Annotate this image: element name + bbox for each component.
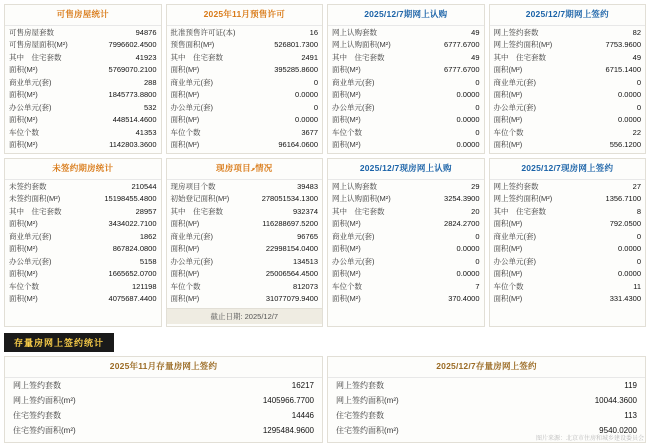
stat-value: 6777.6700 xyxy=(444,40,480,49)
stat-row xyxy=(171,89,319,102)
stat-value: 22998154.0400 xyxy=(265,244,318,253)
stat-row xyxy=(332,64,480,77)
stat-row xyxy=(494,243,642,256)
stat-value: 4075687.4400 xyxy=(108,294,157,303)
stat-value: 2491 xyxy=(301,52,318,62)
stat-row xyxy=(332,243,480,256)
panel-title: 2025/12/7现房网上签约 xyxy=(521,163,614,173)
stat-value: 14446 xyxy=(291,410,314,420)
stat-value: 15198455.4800 xyxy=(104,194,157,203)
stat-row xyxy=(9,76,157,89)
stat-label: 面积(M²) xyxy=(170,115,200,124)
stat-label: 其中 住宅套数 xyxy=(493,52,546,62)
stat-value: 7753.9600 xyxy=(605,40,641,49)
stat-label: 网上签约面积(m²) xyxy=(336,395,399,405)
stat-row xyxy=(171,205,319,218)
stat-value: 1295484.9600 xyxy=(262,425,314,435)
panel-rows xyxy=(328,378,645,438)
stat-label: 面积(M²) xyxy=(493,115,523,124)
stat-label: 面积(M²) xyxy=(332,115,361,124)
stat-row xyxy=(332,89,480,102)
stat-value: 25006564.4500 xyxy=(265,269,318,278)
stat-value: 0 xyxy=(313,77,318,87)
stat-value: 1845773.8800 xyxy=(108,90,157,99)
stat-value: 7996602.4500 xyxy=(108,40,157,49)
stat-value: 29 xyxy=(471,181,480,191)
stat-value: 27 xyxy=(632,181,641,191)
stat-label: 面积(M²) xyxy=(9,294,38,303)
stat-value: 0.0000 xyxy=(295,115,318,124)
stat-label: 住宅签约面积(m²) xyxy=(13,425,76,435)
stat-value: 96765 xyxy=(297,231,318,241)
stat-value: 0 xyxy=(475,231,480,241)
stat-label: 网上认购套数 xyxy=(332,181,377,191)
stat-row xyxy=(332,180,480,193)
stat-label: 商业单元(套) xyxy=(332,231,375,241)
stat-row xyxy=(9,193,157,206)
stat-label: 面积(M²) xyxy=(332,294,361,303)
panel-note: 截止日期: 2025/12/7 xyxy=(167,308,323,324)
stat-row xyxy=(494,193,642,206)
stat-label: 商业单元(套) xyxy=(9,77,52,87)
stat-label: 网上认购套数 xyxy=(332,27,377,37)
stat-value: 9540.0200 xyxy=(599,425,637,435)
stat-value: 113 xyxy=(624,410,637,420)
stat-row xyxy=(494,101,642,114)
stat-label: 面积(M²) xyxy=(332,269,361,278)
stat-row xyxy=(9,26,157,39)
stat-label: 网上认购面积(M²) xyxy=(332,40,391,49)
stat-label: 面积(M²) xyxy=(493,269,523,278)
stat-panel xyxy=(327,158,485,327)
stat-value: 1405966.7700 xyxy=(262,395,314,405)
stat-value: 1356.7100 xyxy=(605,194,641,203)
stat-row xyxy=(494,39,642,52)
stat-row xyxy=(171,193,319,206)
stat-row xyxy=(9,64,157,77)
stat-row xyxy=(9,218,157,231)
stat-row xyxy=(171,51,319,64)
stat-row xyxy=(494,139,642,152)
stat-row xyxy=(336,408,637,423)
panel-title: 可售房屋统计 xyxy=(56,9,109,19)
stat-row xyxy=(9,51,157,64)
stat-row xyxy=(332,126,480,139)
stat-row xyxy=(494,114,642,127)
stat-row xyxy=(9,230,157,243)
stat-row xyxy=(171,293,319,306)
stat-label: 未签约套数 xyxy=(9,181,47,191)
stat-row xyxy=(171,114,319,127)
stat-label: 面积(M²) xyxy=(9,269,38,278)
stat-value: 49 xyxy=(471,27,480,37)
stat-panel xyxy=(166,158,324,327)
stat-value: 867824.0800 xyxy=(112,244,157,253)
stat-row xyxy=(171,218,319,231)
stat-label: 面积(M²) xyxy=(493,90,523,99)
stat-panel xyxy=(4,356,323,443)
stat-row xyxy=(494,180,642,193)
stat-value: 49 xyxy=(471,52,480,62)
stat-label: 住宅签约套数 xyxy=(336,410,384,420)
stat-row xyxy=(332,114,480,127)
stat-row xyxy=(171,180,319,193)
stat-label: 初始登记面积(M²) xyxy=(170,194,230,203)
panel-rows xyxy=(328,180,484,305)
stat-row xyxy=(9,255,157,268)
stat-label: 面积(M²) xyxy=(9,115,38,124)
stat-value: 2824.2700 xyxy=(444,219,480,228)
stat-value: 278051534.1300 xyxy=(261,194,318,203)
stat-row xyxy=(9,268,157,281)
stat-value: 532 xyxy=(143,102,157,112)
stat-row xyxy=(9,243,157,256)
stat-label: 商业单元(套) xyxy=(170,77,213,87)
stat-panel xyxy=(327,356,646,443)
stat-value: 11 xyxy=(633,281,641,291)
stat-value: 526801.7300 xyxy=(274,40,318,49)
stat-value: 0.0000 xyxy=(456,140,480,149)
stat-row xyxy=(332,218,480,231)
stat-value: 10044.3600 xyxy=(594,395,637,405)
stat-row xyxy=(494,26,642,39)
stat-row xyxy=(9,293,157,306)
stat-value: 7 xyxy=(475,281,480,291)
stat-row xyxy=(494,64,642,77)
stat-value: 932374 xyxy=(292,206,318,216)
stat-value: 49 xyxy=(632,52,641,62)
stat-label: 办公单元(套) xyxy=(332,102,375,112)
stat-label: 面积(M²) xyxy=(170,294,200,303)
stat-label: 现房项目个数 xyxy=(170,181,216,191)
stat-row xyxy=(9,101,157,114)
stat-value: 94876 xyxy=(135,27,157,37)
stat-value: 370.4000 xyxy=(448,294,480,303)
stat-label: 面积(M²) xyxy=(493,294,523,303)
stat-label: 面积(M²) xyxy=(332,140,361,149)
stat-label: 办公单元(套) xyxy=(170,256,213,266)
stat-value: 288 xyxy=(143,77,157,87)
stat-label: 网上签约面积(m²) xyxy=(13,395,76,405)
stat-label: 网上签约套数 xyxy=(13,380,61,390)
stat-label: 商业单元(套) xyxy=(332,77,375,87)
stat-row xyxy=(336,393,637,408)
stat-label: 办公单元(套) xyxy=(493,256,536,266)
stat-row xyxy=(336,378,637,393)
stat-label: 住宅签约面积(m²) xyxy=(336,425,399,435)
stat-row xyxy=(9,180,157,193)
stat-value: 1862 xyxy=(139,231,157,241)
stat-label: 面积(M²) xyxy=(493,65,523,74)
stat-row xyxy=(332,205,480,218)
stat-row xyxy=(171,230,319,243)
stat-label: 面积(M²) xyxy=(9,219,38,228)
stat-label: 办公单元(套) xyxy=(9,256,52,266)
stat-label: 面积(M²) xyxy=(493,140,523,149)
stat-row xyxy=(332,51,480,64)
stat-row xyxy=(494,51,642,64)
stat-row xyxy=(332,255,480,268)
stat-value: 41353 xyxy=(135,127,157,137)
stat-label: 车位个数 xyxy=(9,127,39,137)
stat-row xyxy=(171,76,319,89)
stat-row xyxy=(332,139,480,152)
stat-label: 面积(M²) xyxy=(170,90,200,99)
stat-label: 网上认购面积(M²) xyxy=(332,194,391,203)
stat-label: 办公单元(套) xyxy=(332,256,375,266)
stat-label: 商业单元(套) xyxy=(9,231,52,241)
stat-row xyxy=(9,205,157,218)
stat-label: 面积(M²) xyxy=(9,65,38,74)
stat-label: 车位个数 xyxy=(170,281,201,291)
panel-rows xyxy=(167,180,323,305)
panel-rows xyxy=(5,378,322,438)
stat-label: 商业单元(套) xyxy=(170,231,213,241)
panel-title: 2025/12/7期网上认购 xyxy=(364,9,448,19)
stat-row xyxy=(494,255,642,268)
panel-title: 2025/12/7存量房网上签约 xyxy=(436,361,537,371)
stat-row xyxy=(13,423,314,438)
stat-label: 面积(M²) xyxy=(332,244,361,253)
stat-label: 未签约面积(M²) xyxy=(9,194,61,203)
stat-value: 0.0000 xyxy=(618,90,641,99)
stat-label: 其中 住宅套数 xyxy=(170,52,223,62)
stat-value: 448514.4600 xyxy=(112,115,157,124)
stat-panel xyxy=(327,4,485,154)
stat-row xyxy=(171,268,319,281)
stat-value: 96164.0600 xyxy=(278,140,318,149)
stat-value: 0 xyxy=(636,102,641,112)
stat-label: 住宅签约套数 xyxy=(13,410,61,420)
stat-label: 网上签约套数 xyxy=(336,380,384,390)
stat-value: 0 xyxy=(475,256,480,266)
stat-value: 22 xyxy=(632,127,641,137)
stat-label: 其中 住宅套数 xyxy=(9,52,62,62)
stat-label: 其中 住宅套数 xyxy=(9,206,62,216)
stat-value: 0.0000 xyxy=(618,115,641,124)
stat-value: 121198 xyxy=(132,281,157,291)
stat-value: 16217 xyxy=(291,380,314,390)
stat-row xyxy=(13,408,314,423)
stat-row xyxy=(494,280,642,293)
stat-label: 面积(M²) xyxy=(9,244,38,253)
stat-label: 办公单元(套) xyxy=(170,102,213,112)
stat-label: 网上签约套数 xyxy=(493,181,539,191)
stat-label: 面积(M²) xyxy=(170,244,200,253)
stat-label: 面积(M²) xyxy=(493,219,523,228)
stat-label: 网上签约套数 xyxy=(493,27,539,37)
stat-value: 6777.6700 xyxy=(444,65,480,74)
stat-row xyxy=(332,293,480,306)
section-tag: 存量房网上签约统计 xyxy=(4,333,114,352)
stat-row xyxy=(9,139,157,152)
stat-panel xyxy=(489,158,647,327)
stat-row xyxy=(9,126,157,139)
panel-title: 2025年11月存量房网上签约 xyxy=(109,361,218,371)
panel-rows xyxy=(490,180,646,305)
stat-row xyxy=(9,114,157,127)
stat-row xyxy=(9,89,157,102)
stat-value: 1142803.3600 xyxy=(109,140,157,149)
stat-row xyxy=(332,76,480,89)
stat-label: 车位个数 xyxy=(9,281,39,291)
stat-value: 134513 xyxy=(292,256,318,266)
panel-rows xyxy=(490,26,646,151)
stat-value: 0.0000 xyxy=(456,269,480,278)
stat-row xyxy=(9,39,157,52)
stat-value: 556.1200 xyxy=(609,140,641,149)
stat-value: 119 xyxy=(624,380,637,390)
stat-label: 面积(M²) xyxy=(170,140,200,149)
stat-panel xyxy=(4,4,162,154)
stat-label: 办公单元(套) xyxy=(9,102,52,112)
stat-value: 41923 xyxy=(135,52,157,62)
stat-value: 331.4300 xyxy=(609,294,641,303)
stat-label: 批准预售许可证(本) xyxy=(170,27,236,37)
stat-value: 0 xyxy=(475,127,480,137)
stat-value: 0 xyxy=(636,77,641,87)
stat-label: 商业单元(套) xyxy=(493,77,536,87)
source-footer: 图片来源：北京市住房和城乡建设委员会 xyxy=(535,436,644,442)
stat-row xyxy=(332,39,480,52)
stat-row xyxy=(494,76,642,89)
stat-row xyxy=(332,230,480,243)
stat-value: 3677 xyxy=(301,127,318,137)
stat-row xyxy=(171,26,319,39)
panel-title: 2025/12/7现房网上认购 xyxy=(359,163,452,173)
panel-rows xyxy=(5,180,161,305)
stat-row xyxy=(171,101,319,114)
stat-value: 0.0000 xyxy=(618,269,641,278)
stat-row xyxy=(494,293,642,306)
stats-grid xyxy=(4,4,646,327)
stat-value: 3434022.7100 xyxy=(108,219,157,228)
stat-row xyxy=(494,126,642,139)
stat-label: 面积(M²) xyxy=(170,269,200,278)
stat-label: 面积(M²) xyxy=(332,65,361,74)
panel-rows xyxy=(167,26,323,151)
stat-row xyxy=(171,39,319,52)
stat-label: 车位个数 xyxy=(170,127,201,137)
stat-row xyxy=(494,205,642,218)
stat-value: 6715.1400 xyxy=(605,65,641,74)
stat-value: 3254.3900 xyxy=(444,194,480,203)
panel-title: 2025/12/7期网上签约 xyxy=(525,9,609,19)
stat-row xyxy=(171,280,319,293)
stat-row xyxy=(494,230,642,243)
stat-label: 面积(M²) xyxy=(170,219,200,228)
stat-value: 20 xyxy=(471,206,480,216)
stat-value: 5769070.2100 xyxy=(108,65,157,74)
stat-value: 395285.8600 xyxy=(274,65,318,74)
stat-value: 8 xyxy=(636,206,641,216)
stat-row xyxy=(9,280,157,293)
stat-label: 办公单元(套) xyxy=(493,102,536,112)
stat-row xyxy=(171,243,319,256)
stat-row xyxy=(332,101,480,114)
stat-label: 其中 住宅套数 xyxy=(170,206,223,216)
stat-row xyxy=(332,268,480,281)
stat-row xyxy=(332,280,480,293)
stat-value: 0 xyxy=(475,77,480,87)
stat-label: 预售面积(M²) xyxy=(170,40,215,49)
bottom-grid xyxy=(4,356,646,443)
stat-value: 28957 xyxy=(135,206,157,216)
stat-value: 0 xyxy=(475,102,480,112)
stat-label: 面积(M²) xyxy=(9,90,38,99)
stat-value: 1665652.0700 xyxy=(108,269,157,278)
stat-label: 可售房屋面积(M²) xyxy=(9,40,68,49)
stat-label: 其中 住宅套数 xyxy=(332,52,385,62)
stat-row xyxy=(13,393,314,408)
stat-value: 0.0000 xyxy=(618,244,641,253)
section-header xyxy=(4,333,646,352)
stat-value: 0.0000 xyxy=(295,90,318,99)
stat-value: 31077079.9400 xyxy=(265,294,318,303)
stat-row xyxy=(332,26,480,39)
stat-label: 其中 住宅套数 xyxy=(332,206,385,216)
stat-value: 16 xyxy=(309,27,318,37)
stat-row xyxy=(494,218,642,231)
stat-row xyxy=(171,139,319,152)
stat-label: 网上签约面积(M²) xyxy=(493,194,553,203)
stat-value: 0.0000 xyxy=(456,115,480,124)
stat-value: 210544 xyxy=(131,181,157,191)
stat-label: 车位个数 xyxy=(493,127,524,137)
stat-label: 车位个数 xyxy=(493,281,524,291)
panel-title: 2025年11月预售许可 xyxy=(203,9,285,19)
stat-label: 面积(M²) xyxy=(332,90,361,99)
stat-row xyxy=(171,255,319,268)
stat-value: 812073 xyxy=(292,281,318,291)
stat-row xyxy=(332,193,480,206)
stat-label: 其中 住宅套数 xyxy=(493,206,546,216)
stat-label: 面积(M²) xyxy=(493,244,523,253)
panel-title: 现房项目ވ情况 xyxy=(216,163,273,173)
stat-value: 5158 xyxy=(139,256,157,266)
stat-label: 可售房屋套数 xyxy=(9,27,54,37)
stat-value: 792.0500 xyxy=(609,219,641,228)
stat-value: 39483 xyxy=(297,181,318,191)
stat-value: 0.0000 xyxy=(456,244,480,253)
stat-value: 0 xyxy=(636,256,641,266)
panel-title: 未签约期房统计 xyxy=(52,163,114,173)
stat-label: 面积(M²) xyxy=(332,219,361,228)
stat-value: 82 xyxy=(632,27,641,37)
stat-panel xyxy=(4,158,162,327)
stat-panel xyxy=(489,4,647,154)
stat-value: 0 xyxy=(313,102,318,112)
stat-value: 0.0000 xyxy=(456,90,480,99)
stat-row xyxy=(494,89,642,102)
stat-label: 网上签约面积(M²) xyxy=(493,40,553,49)
stat-value: 116288697.5200 xyxy=(262,219,318,228)
stat-value: 0 xyxy=(636,231,641,241)
stat-label: 面积(M²) xyxy=(170,65,200,74)
panel-rows xyxy=(328,26,484,151)
stat-panel xyxy=(166,4,324,154)
stat-label: 车位个数 xyxy=(332,281,362,291)
stat-label: 面积(M²) xyxy=(9,140,38,149)
panel-rows xyxy=(5,26,161,151)
stat-label: 车位个数 xyxy=(332,127,362,137)
stat-label: 商业单元(套) xyxy=(493,231,536,241)
stat-row xyxy=(171,126,319,139)
stat-row xyxy=(171,64,319,77)
stat-row xyxy=(13,378,314,393)
stat-row xyxy=(494,268,642,281)
